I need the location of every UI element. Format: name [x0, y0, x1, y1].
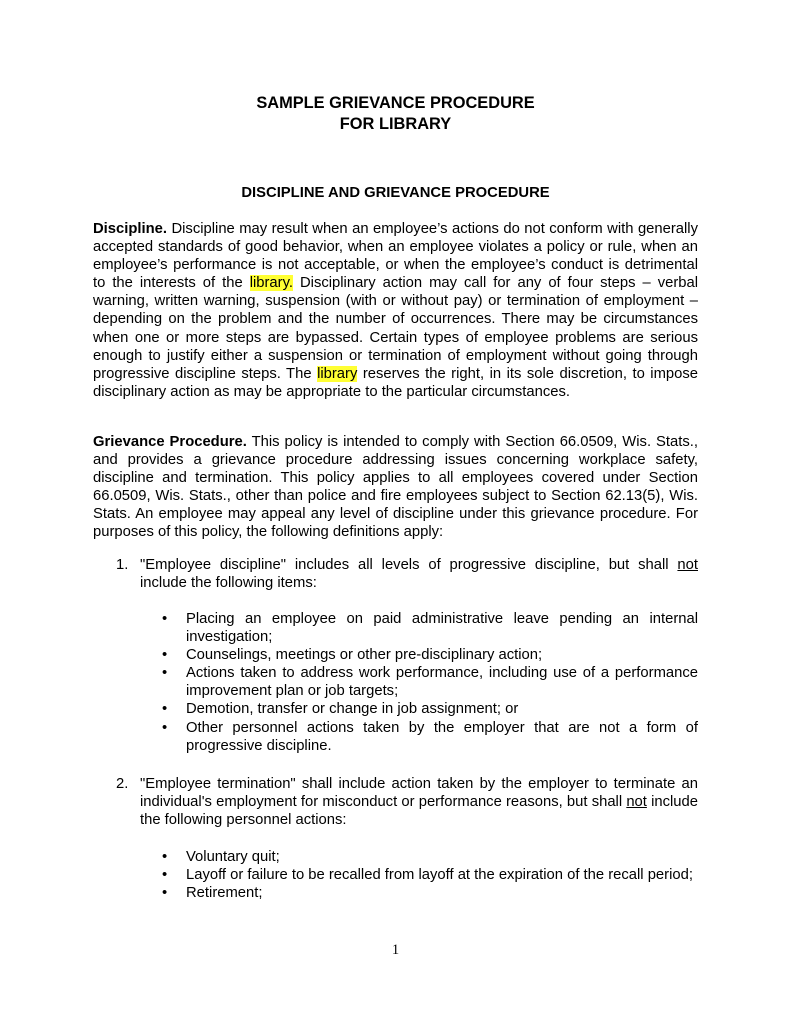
list-item	[162, 664, 698, 700]
bullet-icon: •	[162, 701, 168, 718]
definition-text	[140, 556, 698, 592]
list-item-text: Layoff or failure to be recalled from layoff at the expiration of the recall period;	[186, 867, 693, 884]
highlighted-word-library-2: library	[317, 365, 358, 382]
discipline-exclusions-list	[162, 610, 698, 755]
definition-text-after: include the following personnel actions:	[140, 794, 698, 829]
document-title-line-1: SAMPLE GRIEVANCE PROCEDURE	[256, 94, 535, 112]
bullet-icon: •	[162, 867, 168, 884]
grievance-text: This policy is intended to comply with Section 66.0509, Wis. Stats., and provides a grievance procedure addressing issues concerning workplace safety, discipline and termination. This policy applies to all employees covered under Section 66.0509, Wis. Stats., other than police and fire employees subject to Section 62.13(5), Wis. Stats. An employee may appeal any level of discipline under this grievance procedure. For purposes of this policy, the following definitions apply:	[93, 434, 698, 541]
document-title-line-2: FOR LIBRARY	[339, 115, 452, 133]
list-item	[162, 719, 698, 755]
list-item-text: Other personnel actions taken by the employer that are not a form of progressive discipline.	[186, 719, 698, 754]
grievance-label: Grievance Procedure.	[93, 434, 247, 450]
list-item-text: Placing an employee on paid administrative leave pending an internal investigation;	[186, 611, 698, 646]
bullet-icon: •	[162, 719, 168, 736]
page-number: 1	[391, 942, 400, 958]
list-item	[162, 866, 698, 884]
section-heading: DISCIPLINE AND GRIEVANCE PROCEDURE	[241, 185, 550, 201]
list-item-text: Retirement;	[186, 885, 263, 902]
list-item	[162, 848, 698, 866]
definition-text-before: "Employee discipline" includes all levels of progressive discipline, but shall	[140, 557, 678, 573]
discipline-text-b: Disciplinary action may call for any of four steps – verbal warning, written warning, suspension (with or without pay) or termination of employment – depending on the problem and the number of occurrences. There may be circumstances when one or more steps are bypassed. Certain types of employee problems are serious enough to justify either a suspension or termination of employment without going through progressive discipline steps. The	[93, 275, 698, 382]
bullet-icon: •	[162, 665, 168, 682]
list-item	[162, 646, 698, 664]
list-item-text: Counselings, meetings or other pre-disciplinary action;	[186, 647, 543, 664]
definition-number: 1.	[116, 557, 129, 573]
discipline-text-c: reserves the right, in its sole discretion, to impose disciplinary action as may be appropriate to the particular circumstances.	[93, 365, 699, 400]
bullet-icon: •	[162, 611, 168, 627]
definition-text	[140, 775, 698, 829]
list-item-text: Voluntary quit;	[186, 849, 280, 865]
discipline-label: Discipline.	[93, 221, 168, 237]
termination-exclusions-list	[162, 848, 698, 902]
list-item	[162, 700, 698, 718]
bullet-icon: •	[162, 849, 168, 865]
grievance-paragraph	[93, 433, 698, 542]
list-item-text: Actions taken to address work performance, including use of a performance improvement plan or job targets;	[186, 665, 698, 700]
list-item	[162, 884, 698, 902]
list-item-text: Demotion, transfer or change in job assignment; or	[186, 701, 519, 718]
underlined-word-not: not	[677, 557, 698, 573]
definition-item-1	[116, 556, 698, 592]
underlined-word-not: not	[626, 794, 647, 811]
list-item	[162, 610, 698, 646]
bullet-icon: •	[162, 647, 168, 664]
bullet-icon: •	[162, 885, 168, 902]
discipline-paragraph	[93, 220, 698, 401]
definition-text-after: include the following items:	[140, 575, 317, 592]
discipline-text-a: Discipline may result when an employee’s actions do not conform with generally accepted standards of good behavior, when an employee violates a policy or rule, when an employee’s performance is not acceptable, or when the employee’s conduct is detrimental to the interests of the	[93, 221, 698, 292]
highlighted-word-library-1: library.	[249, 275, 293, 292]
definition-item-2	[116, 775, 698, 829]
definition-number: 2.	[116, 776, 129, 792]
definition-text-before: "Employee termination" shall include action taken by the employer to terminate an individual's employment for misconduct or performance reasons, but shall	[140, 776, 698, 811]
